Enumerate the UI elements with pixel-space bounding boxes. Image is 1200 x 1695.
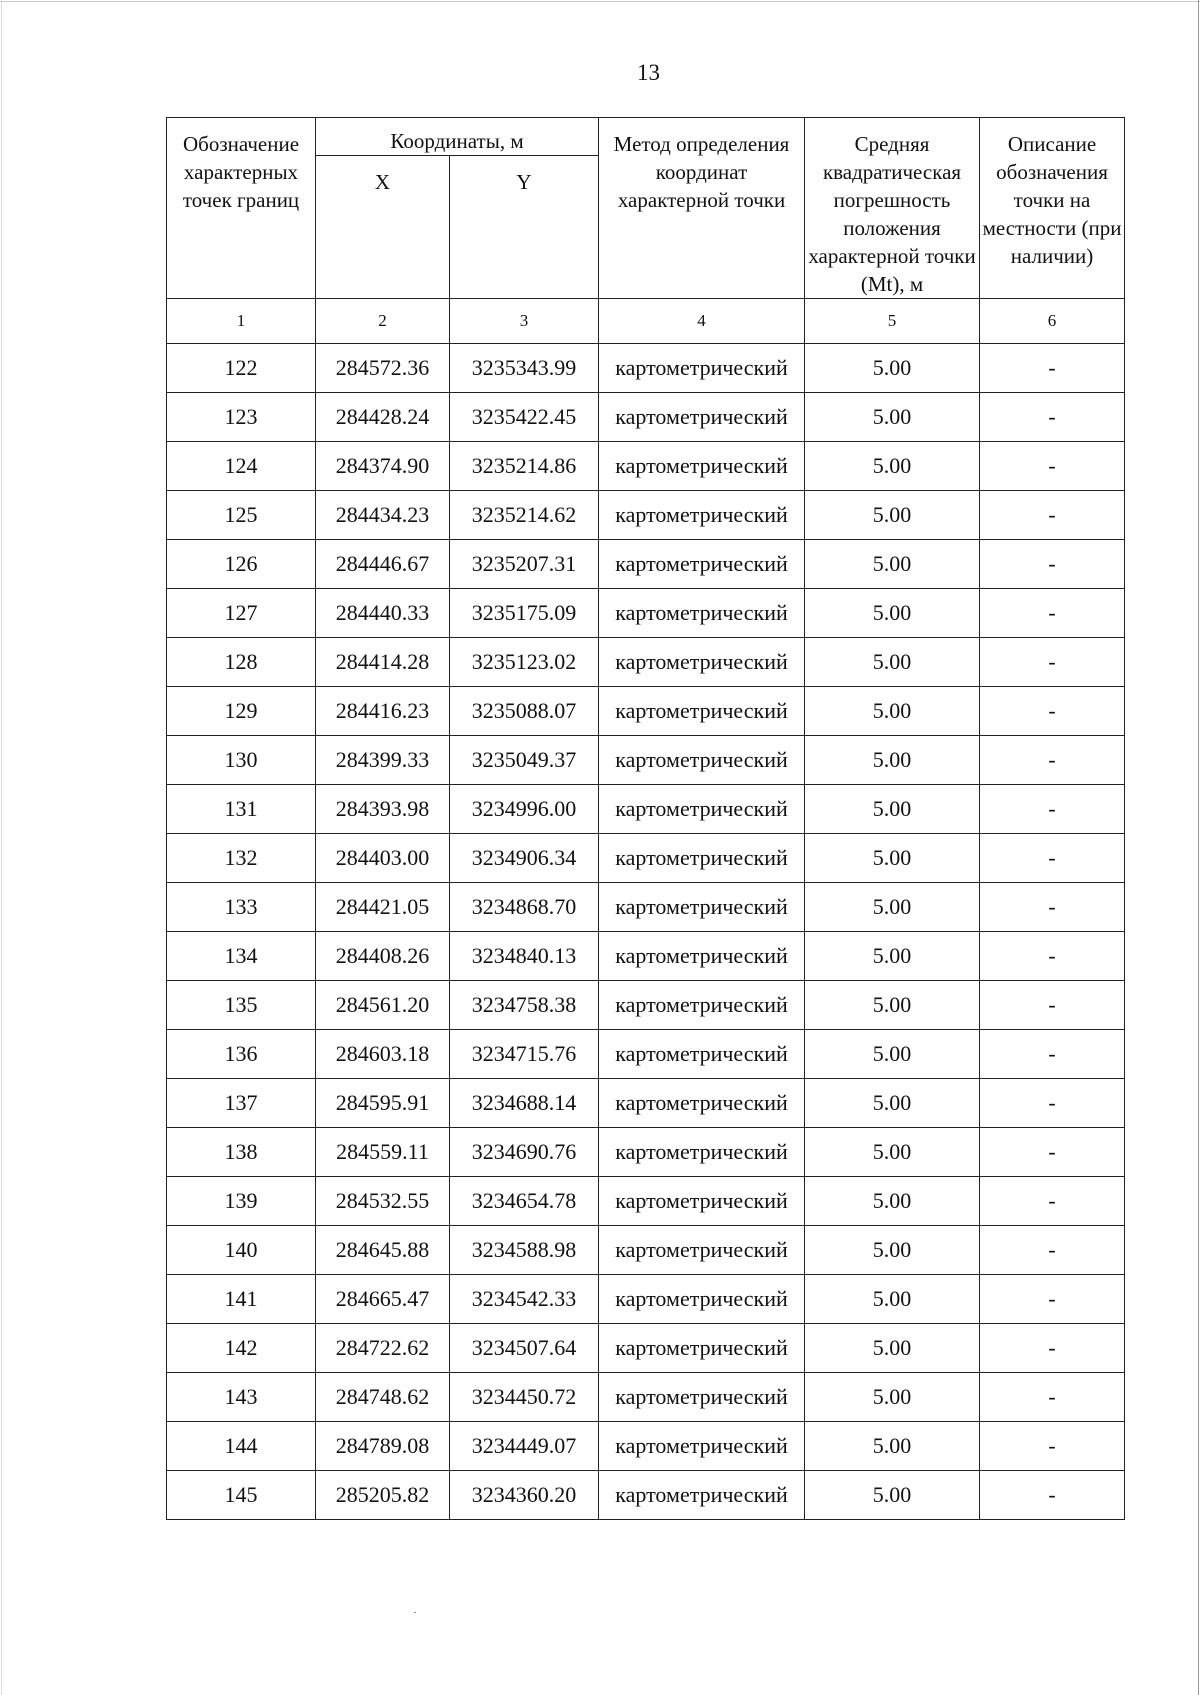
cell-y: 3234360.20 [450, 1471, 599, 1520]
cell-y: 3234450.72 [450, 1373, 599, 1422]
cell-x: 284393.98 [316, 785, 450, 834]
header-coordinates: Координаты, м [316, 118, 599, 156]
cell-error: 5.00 [805, 981, 980, 1030]
cell-error: 5.00 [805, 393, 980, 442]
cell-point: 141 [167, 1275, 316, 1324]
cell-y: 3234758.38 [450, 981, 599, 1030]
scan-edge-top [0, 1, 1200, 2]
table-body [167, 299, 1125, 1520]
cell-y: 3235175.09 [450, 589, 599, 638]
cell-error: 5.00 [805, 1226, 980, 1275]
cell-description: - [980, 442, 1125, 491]
cell-x: 284561.20 [316, 981, 450, 1030]
cell-point: 122 [167, 344, 316, 393]
cell-y: 3234542.33 [450, 1275, 599, 1324]
cell-x: 284722.62 [316, 1324, 450, 1373]
cell-y: 3235214.86 [450, 442, 599, 491]
boundary-points-table [166, 117, 1125, 1520]
table-row [167, 442, 1125, 491]
table-row [167, 883, 1125, 932]
cell-description: - [980, 344, 1125, 393]
table-row [167, 932, 1125, 981]
cell-y: 3234654.78 [450, 1177, 599, 1226]
header-method: Метод определения координат характерной точки [599, 118, 805, 299]
header-error: Средняя квадратическая погрешность положения характерной точки (Mt), м [805, 118, 980, 299]
table-row [167, 1275, 1125, 1324]
table-row [167, 736, 1125, 785]
cell-description: - [980, 393, 1125, 442]
scan-edge-left [1, 0, 2, 1695]
cell-y: 3234507.64 [450, 1324, 599, 1373]
cell-point: 136 [167, 1030, 316, 1079]
header-x: X [316, 156, 450, 299]
cell-error: 5.00 [805, 1275, 980, 1324]
cell-x: 284559.11 [316, 1128, 450, 1177]
cell-x: 284440.33 [316, 589, 450, 638]
cell-point: 131 [167, 785, 316, 834]
cell-point: 127 [167, 589, 316, 638]
cell-y: 3235207.31 [450, 540, 599, 589]
table-row [167, 1177, 1125, 1226]
cell-error: 5.00 [805, 1422, 980, 1471]
cell-method: картометрический [599, 1422, 805, 1471]
cell-method: картометрический [599, 442, 805, 491]
cell-method: картометрический [599, 1128, 805, 1177]
cell-y: 3235214.62 [450, 491, 599, 540]
cell-method: картометрический [599, 344, 805, 393]
cell-error: 5.00 [805, 491, 980, 540]
cell-point: 130 [167, 736, 316, 785]
cell-error: 5.00 [805, 638, 980, 687]
cell-method: картометрический [599, 1079, 805, 1128]
cell-error: 5.00 [805, 442, 980, 491]
cell-method: картометрический [599, 1324, 805, 1373]
cell-description: - [980, 1030, 1125, 1079]
cell-y: 3234688.14 [450, 1079, 599, 1128]
column-number: 3 [450, 299, 599, 344]
header-point: Обозначение характерных точек границ [167, 118, 316, 299]
cell-method: картометрический [599, 491, 805, 540]
cell-method: картометрический [599, 932, 805, 981]
cell-x: 284789.08 [316, 1422, 450, 1471]
cell-error: 5.00 [805, 589, 980, 638]
cell-x: 284446.67 [316, 540, 450, 589]
cell-description: - [980, 883, 1125, 932]
cell-description: - [980, 1471, 1125, 1520]
table-row [167, 785, 1125, 834]
cell-method: картометрический [599, 883, 805, 932]
header-y: Y [450, 156, 599, 299]
cell-error: 5.00 [805, 1079, 980, 1128]
cell-x: 284748.62 [316, 1373, 450, 1422]
cell-error: 5.00 [805, 785, 980, 834]
cell-error: 5.00 [805, 540, 980, 589]
cell-description: - [980, 540, 1125, 589]
cell-description: - [980, 1373, 1125, 1422]
cell-point: 143 [167, 1373, 316, 1422]
cell-y: 3234588.98 [450, 1226, 599, 1275]
table-header [167, 118, 1125, 299]
cell-point: 125 [167, 491, 316, 540]
table-row [167, 1030, 1125, 1079]
cell-method: картометрический [599, 1275, 805, 1324]
cell-description: - [980, 491, 1125, 540]
cell-method: картометрический [599, 1373, 805, 1422]
cell-y: 3235088.07 [450, 687, 599, 736]
cell-error: 5.00 [805, 883, 980, 932]
cell-method: картометрический [599, 785, 805, 834]
cell-point: 132 [167, 834, 316, 883]
scan-edge-right [1198, 0, 1199, 1695]
cell-error: 5.00 [805, 1373, 980, 1422]
table-row [167, 1128, 1125, 1177]
column-number: 5 [805, 299, 980, 344]
cell-description: - [980, 1128, 1125, 1177]
cell-y: 3234996.00 [450, 785, 599, 834]
cell-method: картометрический [599, 1226, 805, 1275]
scan-speck [414, 1612, 416, 1613]
cell-point: 142 [167, 1324, 316, 1373]
cell-x: 284403.00 [316, 834, 450, 883]
table-row [167, 540, 1125, 589]
cell-y: 3235049.37 [450, 736, 599, 785]
cell-method: картометрический [599, 687, 805, 736]
cell-method: картометрический [599, 834, 805, 883]
cell-description: - [980, 1275, 1125, 1324]
column-number: 6 [980, 299, 1125, 344]
cell-error: 5.00 [805, 1324, 980, 1373]
cell-y: 3234449.07 [450, 1422, 599, 1471]
cell-point: 133 [167, 883, 316, 932]
cell-point: 140 [167, 1226, 316, 1275]
cell-error: 5.00 [805, 1471, 980, 1520]
cell-point: 144 [167, 1422, 316, 1471]
cell-method: картометрический [599, 589, 805, 638]
cell-description: - [980, 1079, 1125, 1128]
cell-point: 124 [167, 442, 316, 491]
table-row [167, 1422, 1125, 1471]
table-row [167, 1226, 1125, 1275]
cell-x: 284408.26 [316, 932, 450, 981]
table-row [167, 981, 1125, 1030]
cell-x: 284421.05 [316, 883, 450, 932]
cell-x: 284572.36 [316, 344, 450, 393]
cell-x: 284665.47 [316, 1275, 450, 1324]
cell-point: 139 [167, 1177, 316, 1226]
cell-x: 284428.24 [316, 393, 450, 442]
cell-description: - [980, 834, 1125, 883]
cell-error: 5.00 [805, 1177, 980, 1226]
column-number-row [167, 299, 1125, 344]
cell-description: - [980, 638, 1125, 687]
cell-point: 137 [167, 1079, 316, 1128]
cell-description: - [980, 736, 1125, 785]
cell-y: 3235422.45 [450, 393, 599, 442]
cell-y: 3234840.13 [450, 932, 599, 981]
cell-method: картометрический [599, 540, 805, 589]
table-row [167, 638, 1125, 687]
cell-error: 5.00 [805, 1030, 980, 1079]
cell-x: 284595.91 [316, 1079, 450, 1128]
header-description: Описание обозначения точки на местности (при наличии) [980, 118, 1125, 299]
table-row [167, 834, 1125, 883]
cell-x: 284645.88 [316, 1226, 450, 1275]
table-row [167, 393, 1125, 442]
table-row [167, 1324, 1125, 1373]
cell-point: 129 [167, 687, 316, 736]
cell-method: картометрический [599, 1471, 805, 1520]
table-row [167, 1373, 1125, 1422]
cell-method: картометрический [599, 736, 805, 785]
column-number: 2 [316, 299, 450, 344]
cell-error: 5.00 [805, 736, 980, 785]
cell-point: 145 [167, 1471, 316, 1520]
column-number: 4 [599, 299, 805, 344]
cell-description: - [980, 687, 1125, 736]
cell-x: 284434.23 [316, 491, 450, 540]
cell-x: 284374.90 [316, 442, 450, 491]
cell-point: 123 [167, 393, 316, 442]
cell-method: картометрический [599, 393, 805, 442]
cell-method: картометрический [599, 981, 805, 1030]
cell-description: - [980, 1226, 1125, 1275]
cell-description: - [980, 589, 1125, 638]
cell-y: 3235123.02 [450, 638, 599, 687]
table-row [167, 589, 1125, 638]
header-row-top [167, 118, 1125, 156]
cell-error: 5.00 [805, 1128, 980, 1177]
cell-point: 134 [167, 932, 316, 981]
cell-error: 5.00 [805, 344, 980, 393]
cell-description: - [980, 1177, 1125, 1226]
cell-method: картометрический [599, 1177, 805, 1226]
cell-x: 284603.18 [316, 1030, 450, 1079]
cell-x: 284532.55 [316, 1177, 450, 1226]
cell-y: 3234690.76 [450, 1128, 599, 1177]
cell-description: - [980, 1422, 1125, 1471]
cell-method: картометрический [599, 638, 805, 687]
cell-error: 5.00 [805, 687, 980, 736]
cell-description: - [980, 1324, 1125, 1373]
table-row [167, 1079, 1125, 1128]
cell-x: 284416.23 [316, 687, 450, 736]
cell-point: 138 [167, 1128, 316, 1177]
table-row [167, 344, 1125, 393]
table-row [167, 1471, 1125, 1520]
cell-description: - [980, 932, 1125, 981]
cell-y: 3235343.99 [450, 344, 599, 393]
cell-method: картометрический [599, 1030, 805, 1079]
cell-description: - [980, 785, 1125, 834]
cell-x: 285205.82 [316, 1471, 450, 1520]
cell-description: - [980, 981, 1125, 1030]
table-row [167, 491, 1125, 540]
cell-point: 128 [167, 638, 316, 687]
table-row [167, 687, 1125, 736]
page-number: 13 [637, 60, 660, 85]
cell-y: 3234868.70 [450, 883, 599, 932]
cell-y: 3234906.34 [450, 834, 599, 883]
cell-error: 5.00 [805, 932, 980, 981]
cell-y: 3234715.76 [450, 1030, 599, 1079]
cell-x: 284414.28 [316, 638, 450, 687]
cell-point: 135 [167, 981, 316, 1030]
cell-error: 5.00 [805, 834, 980, 883]
cell-x: 284399.33 [316, 736, 450, 785]
column-number: 1 [167, 299, 316, 344]
cell-point: 126 [167, 540, 316, 589]
